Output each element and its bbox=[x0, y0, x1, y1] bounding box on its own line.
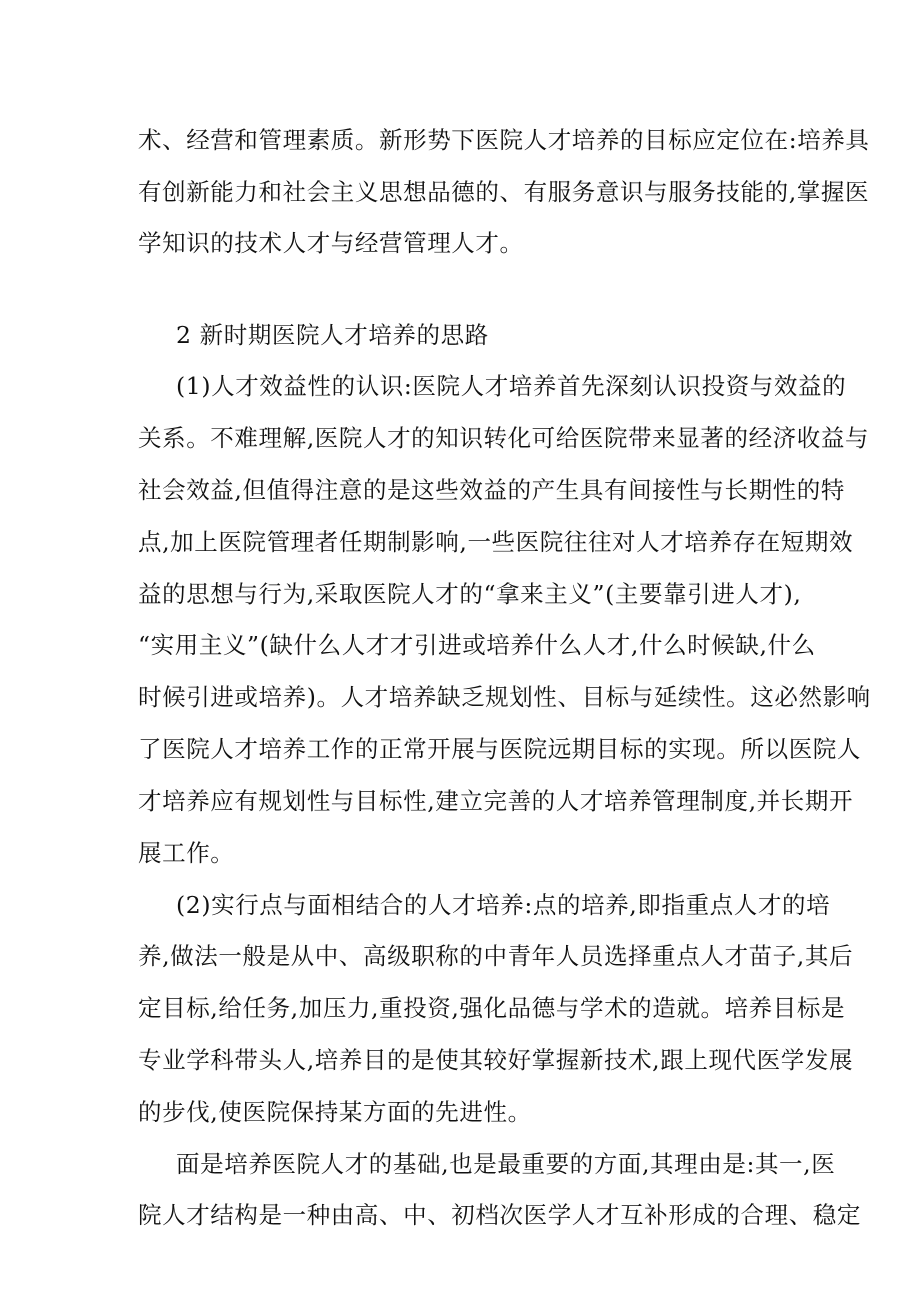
text-line: 面是培养医院人才的基础,也是最重要的方面,其理由是:其一,医 bbox=[176, 1150, 836, 1178]
text-line: 院人才结构是一种由高、中、初档次医学人才互补形成的合理、稳定 bbox=[138, 1201, 861, 1229]
text-line: 的步伐,使医院保持某方面的先进性。 bbox=[138, 1098, 532, 1126]
text-line: 了医院人才培养工作的正常开展与医院远期目标的实现。所以医院人 bbox=[138, 735, 861, 763]
text-line: (1)人才效益性的认识:医院人才培养首先深刻认识投资与效益的 bbox=[176, 372, 847, 400]
text-line: 学知识的技术人才与经营管理人才。 bbox=[138, 229, 524, 257]
text-line: “实用主义”(缺什么人才才引进或培养什么人才,什么时候缺,什么 bbox=[138, 631, 816, 659]
text-line: (2)实行点与面相结合的人才培养:点的培养,即指重点人才的培 bbox=[176, 891, 831, 919]
text-line: 时候引进或培养)。人才培养缺乏规划性、目标与延续性。这必然影响 bbox=[138, 683, 871, 711]
text-line: 点,加上医院管理者任期制影响,一些医院往往对人才培养存在短期效 bbox=[138, 528, 854, 556]
text-line: 益的思想与行为,采取医院人才的“拿来主义”(主要靠引进人才), bbox=[138, 580, 802, 608]
text-line: 社会效益,但值得注意的是这些效益的产生具有间接性与长期性的特 bbox=[138, 476, 845, 504]
text-line: 展工作。 bbox=[138, 839, 235, 867]
text-line: 养,做法一般是从中、高级职称的中青年人员选择重点人才苗子,其后 bbox=[138, 942, 854, 970]
text-line: 关系。不难理解,医院人才的知识转化可给医院带来显著的经济收益与 bbox=[138, 424, 870, 452]
text-line: 有创新能力和社会主义思想品德的、有服务意识与服务技能的,掌握医 bbox=[138, 178, 870, 206]
text-line: 定目标,给任务,加压力,重投资,强化品德与学术的造就。培养目标是 bbox=[138, 994, 846, 1022]
section-heading: 2 新时期医院人才培养的思路 bbox=[176, 321, 489, 349]
text-line: 专业学科带头人,培养目的是使其较好掌握新技术,跟上现代医学发展 bbox=[138, 1046, 854, 1074]
text-line: 才培养应有规划性与目标性,建立完善的人才培养管理制度,并长期开 bbox=[138, 787, 854, 815]
text-line: 术、经营和管理素质。新形势下医院人才培养的目标应定位在:培养具 bbox=[138, 126, 870, 154]
